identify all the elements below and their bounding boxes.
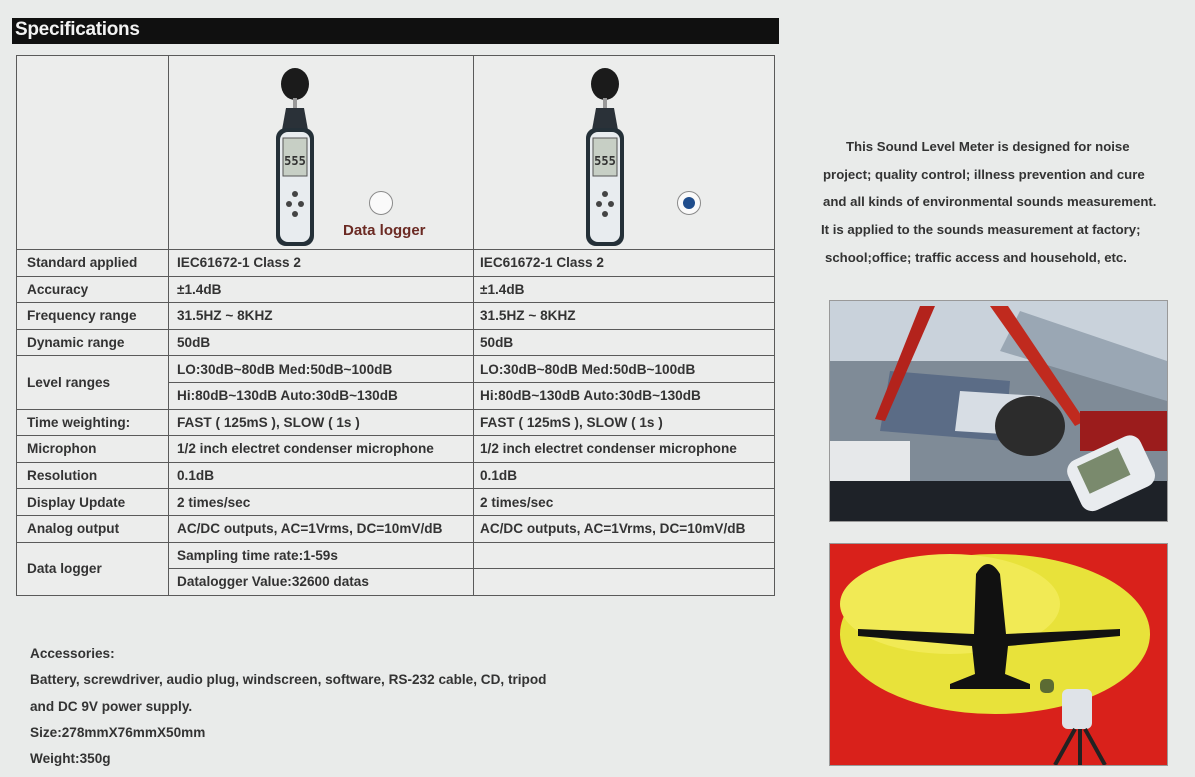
spec-value: 50dB bbox=[474, 329, 775, 356]
spec-value: 31.5HZ ~ 8KHZ bbox=[474, 303, 775, 330]
spec-value: 0.1dB bbox=[474, 462, 775, 489]
industrial-site-photo bbox=[829, 300, 1168, 522]
spec-value: 2 times/sec bbox=[169, 489, 474, 516]
table-row bbox=[17, 250, 775, 277]
description-line: It is applied to the sounds measurement at factory; bbox=[821, 222, 1141, 238]
table-row bbox=[17, 436, 775, 463]
accessories-list: Battery, screwdriver, audio plug, windscreen, software, RS-232 cable, CD, tripod bbox=[30, 672, 547, 688]
product-cell-standard bbox=[474, 56, 775, 250]
industrial-scene-illustration bbox=[830, 301, 1167, 521]
spec-value: LO:30dB~80dB Med:50dB~100dB bbox=[474, 356, 775, 383]
table-row bbox=[17, 542, 775, 569]
table-row bbox=[17, 276, 775, 303]
table-row bbox=[17, 356, 775, 383]
spec-label: Data logger bbox=[17, 542, 169, 595]
spec-value bbox=[474, 569, 775, 596]
accessories-section bbox=[30, 641, 546, 772]
description-line: This Sound Level Meter is designed for noise bbox=[846, 139, 1130, 154]
table-row bbox=[17, 462, 775, 489]
accessories-list-cont: and DC 9V power supply. bbox=[30, 698, 193, 714]
sound-meter-image bbox=[272, 68, 318, 248]
product-cell-data-logger bbox=[169, 56, 474, 250]
spec-value: 31.5HZ ~ 8KHZ bbox=[169, 303, 474, 330]
spec-value: LO:30dB~80dB Med:50dB~100dB bbox=[169, 356, 474, 383]
spec-value bbox=[474, 542, 775, 569]
radio-data-logger[interactable] bbox=[369, 191, 393, 215]
radio-standard[interactable] bbox=[677, 191, 701, 215]
svg-text:555: 555 bbox=[284, 154, 306, 168]
product-image-row bbox=[17, 56, 775, 250]
spec-value: Sampling time rate:1-59s bbox=[169, 542, 474, 569]
spec-value: FAST ( 125mS ), SLOW ( 1s ) bbox=[474, 409, 775, 436]
spec-label: Microphon bbox=[17, 436, 169, 463]
description-line: project; quality control; illness prevention and cure bbox=[823, 166, 1145, 182]
section-title: Specifications bbox=[15, 19, 140, 40]
table-row bbox=[17, 409, 775, 436]
empty-corner-cell bbox=[17, 56, 169, 250]
size-spec: Size:278mmX76mmX50mm bbox=[30, 724, 206, 740]
spec-value: 0.1dB bbox=[169, 462, 474, 489]
spec-label: Standard applied bbox=[17, 250, 169, 277]
spec-label: Accuracy bbox=[17, 276, 169, 303]
accessories-heading: Accessories: bbox=[30, 646, 115, 661]
spec-value: 50dB bbox=[169, 329, 474, 356]
spec-value: ±1.4dB bbox=[169, 276, 474, 303]
spec-value: Hi:80dB~130dB Auto:30dB~130dB bbox=[169, 382, 474, 409]
sound-meter-image bbox=[582, 68, 628, 248]
spec-value: AC/DC outputs, AC=1Vrms, DC=10mV/dB bbox=[474, 515, 775, 542]
weight-spec: Weight:350g bbox=[30, 751, 111, 767]
spec-label: Time weighting: bbox=[17, 409, 169, 436]
spec-value: FAST ( 125mS ), SLOW ( 1s ) bbox=[169, 409, 474, 436]
spec-value: 1/2 inch electret condenser microphone bbox=[474, 436, 775, 463]
description-line: and all kinds of environmental sounds measurement. bbox=[823, 194, 1157, 210]
airplane-takeoff-illustration bbox=[830, 544, 1167, 765]
spec-value: ±1.4dB bbox=[474, 276, 775, 303]
spec-value: IEC61672-1 Class 2 bbox=[474, 250, 775, 277]
product-description bbox=[818, 133, 1180, 272]
section-header bbox=[12, 18, 779, 44]
spec-label: Display Update bbox=[17, 489, 169, 516]
table-row bbox=[17, 515, 775, 542]
spec-value: Datalogger Value:32600 datas bbox=[169, 569, 474, 596]
spec-label: Level ranges bbox=[17, 356, 169, 409]
description-line: school;office; traffic access and household, etc. bbox=[825, 249, 1127, 265]
spec-value: 1/2 inch electret condenser microphone bbox=[169, 436, 474, 463]
spec-label: Analog output bbox=[17, 515, 169, 542]
data-logger-label: Data logger bbox=[343, 222, 426, 239]
table-row bbox=[17, 489, 775, 516]
spec-label: Resolution bbox=[17, 462, 169, 489]
spec-value: Hi:80dB~130dB Auto:30dB~130dB bbox=[474, 382, 775, 409]
table-row bbox=[17, 329, 775, 356]
spec-value: IEC61672-1 Class 2 bbox=[169, 250, 474, 277]
spec-label: Dynamic range bbox=[17, 329, 169, 356]
spec-value: 2 times/sec bbox=[474, 489, 775, 516]
table-row bbox=[17, 303, 775, 330]
spec-label: Frequency range bbox=[17, 303, 169, 330]
spec-value: AC/DC outputs, AC=1Vrms, DC=10mV/dB bbox=[169, 515, 474, 542]
airplane-photo bbox=[829, 543, 1168, 766]
specifications-table bbox=[16, 55, 775, 596]
svg-text:555: 555 bbox=[594, 154, 616, 168]
